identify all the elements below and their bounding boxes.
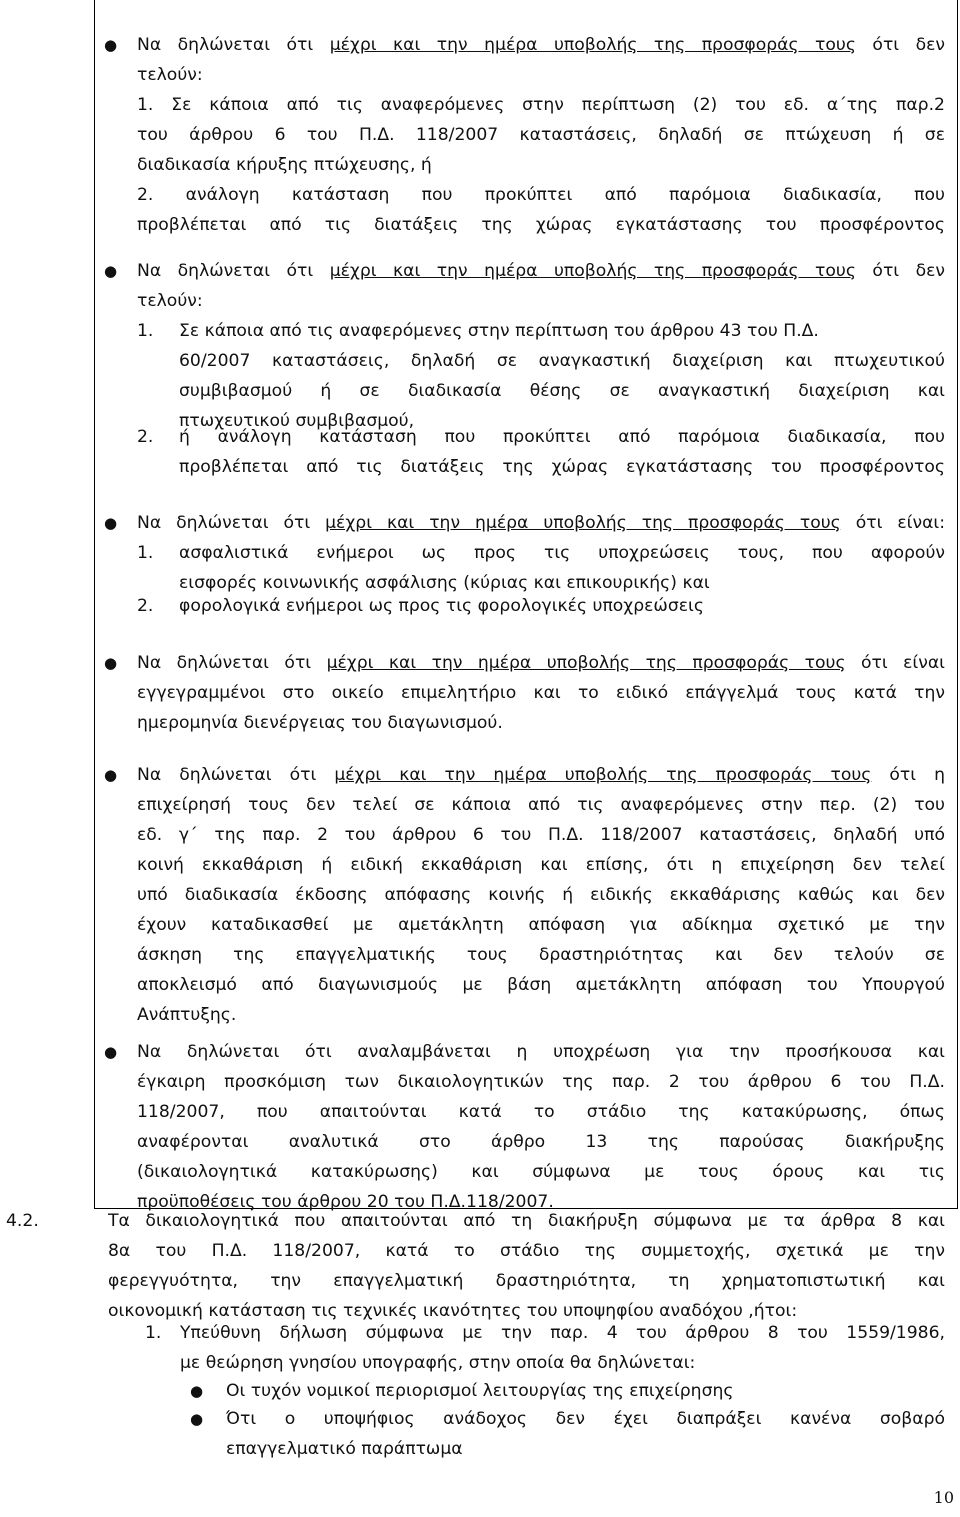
text-line: Να δηλώνεται ότι μέχρι και την ημέρα υποβολής της προσφοράς τους ότι δεν (137, 35, 945, 55)
text-line: προϋποθέσεις του άρθρου 20 του Π.Δ.118/2007. (137, 1192, 554, 1212)
text-line: φερεγγυότητα, την επαγγελματική δραστηριότητα, τη χρηματοπιστωτική και (108, 1271, 945, 1291)
bullet-item (137, 30, 945, 240)
bullet-item (137, 648, 945, 738)
text-line: έχουν καταδικασθεί με αμετάκλητη απόφαση για αδίκημα σχετικό με την (137, 915, 945, 935)
text-line: αναφέρονται αναλυτικά στο άρθρο 13 της παρούσας διακήρυξης (137, 1132, 945, 1152)
text-line: φορολογικά ενήμεροι ως προς τις φορολογικές υποχρεώσεις (179, 596, 704, 616)
text-line: Υπεύθυνη δήλωση σύμφωνα με την παρ. 4 του άρθρου 8 του 1559/1986, (180, 1323, 945, 1343)
bullet-icon: ● (104, 1043, 118, 1061)
list-item (179, 316, 945, 436)
text-line: Να δηλώνεται ότι μέχρι και την ημέρα υποβολής της προσφοράς τους ότι η (137, 765, 945, 785)
text-line: έγκαιρη προσκόμιση των δικαιολογητικών της παρ. 2 του άρθρου 6 του Π.Δ. (137, 1072, 945, 1092)
bullet-item (137, 508, 945, 538)
text-line: 8α του Π.Δ. 118/2007, κατά το στάδιο της συμμετοχής, σχετικά με την (108, 1241, 945, 1261)
text-line: εισφορές κοινωνικής ασφάλισης (κύριας και επικουρικής) και (179, 573, 710, 593)
text-line: Οι τυχόν νομικοί περιορισμοί λειτουργίας της επιχείρησης (226, 1381, 734, 1401)
text-line: εγγεγραμμένοι στο οικείο επιμελητήριο και το ειδικό επάγγελμά τους κατά την (137, 683, 945, 703)
text-line: Να δηλώνεται ότι μέχρι και την ημέρα υποβολής της προσφοράς τους ότι δεν (137, 261, 945, 281)
list-item (179, 591, 945, 621)
sub-bullet-item (226, 1376, 945, 1406)
text-line: κοινή εκκαθάριση ή ειδική εκκαθάριση και επίσης, ότι η επιχείρηση δεν τελεί (137, 855, 945, 875)
text-line: ασφαλιστικά ενήμεροι ως προς τις υποχρεώσεις τους, που αφορούν (179, 543, 945, 563)
text-line: οικονομική κατάσταση τις τεχνικές ικανότητες του υποψηφίου αναδόχου ,ήτοι: (108, 1301, 798, 1321)
text-line: επιχείρησή τους δεν τελεί σε κάποια από τις αναφερόμενες στην περ. (2) του (137, 795, 945, 815)
text-line: Να δηλώνεται ότι αναλαμβάνεται η υποχρέωση για την προσήκουσα και (137, 1042, 945, 1062)
list-number: 1. (145, 1323, 162, 1343)
list-item (179, 422, 945, 482)
section-paragraph (108, 1206, 945, 1326)
text-line: προβλέπεται από τις διατάξεις της χώρας εγκατάστασης του προσφέροντος (137, 215, 945, 235)
text-line: 1. Σε κάποια από τις αναφερόμενες στην περίπτωση (2) του εδ. α΄της παρ.2 (137, 95, 945, 115)
bullet-icon: ● (190, 1410, 204, 1428)
section-number: 4.2. (6, 1211, 39, 1231)
text-line: με θεώρηση γνησίου υπογραφής, στην οποία θα δηλώνεται: (180, 1353, 696, 1373)
text-line: Τα δικαιολογητικά που απαιτούνται από τη διακήρυξη σύμφωνα με τα άρθρα 8 και (108, 1211, 945, 1231)
text-line: διαδικασία κήρυξης πτώχευσης, ή (137, 155, 432, 175)
bullet-item (137, 256, 945, 316)
text-line: 60/2007 καταστάσεις, δηλαδή σε αναγκαστική διαχείριση και πτωχευτικού (179, 351, 945, 371)
text-line: Ανάπτυξης. (137, 1005, 237, 1025)
list-item (180, 1318, 945, 1378)
list-number: 2. (137, 596, 154, 616)
text-line: του άρθρου 6 του Π.Δ. 118/2007 καταστάσεις, δηλαδή σε πτώχευση ή σε (137, 125, 945, 145)
text-line: αποκλεισμό από διαγωνισμούς με βάση αμετάκλητη απόφαση του Υπουργού (137, 975, 945, 995)
list-item (179, 538, 945, 598)
text-line: Σε κάποια από τις αναφερόμενες στην περίπτωση του άρθρου 43 του Π.Δ. (179, 321, 819, 341)
bullet-icon: ● (104, 766, 118, 784)
text-line: άσκηση της επαγγελματικής τους δραστηριότητας και δεν τελούν σε (137, 945, 945, 965)
list-number: 1. (137, 543, 154, 563)
bullet-item (137, 1037, 945, 1217)
text-line: εδ. γ΄ της παρ. 2 του άρθρου 6 του Π.Δ. 118/2007 καταστάσεις, δηλαδή υπό (137, 825, 945, 845)
text-line: συμβιβασμού ή σε διαδικασία θέσης σε αναγκαστική διαχείριση και (179, 381, 945, 401)
text-line: τελούν: (137, 65, 203, 85)
text-line: 118/2007, που απαιτούνται κατά το στάδιο της κατακύρωσης, όπως (137, 1102, 945, 1122)
text-line: υπό διαδικασία έκδοσης απόφασης κοινής ή ειδικής εκκαθάρισης καθώς και δεν (137, 885, 945, 905)
text-line: Να δηλώνεται ότι μέχρι και την ημέρα υποβολής της προσφοράς τους ότι είναι (137, 653, 945, 673)
sub-bullet-item (226, 1404, 945, 1464)
bullet-item (137, 760, 945, 1030)
text-line: πτωχευτικού συμβιβασμού, (179, 411, 415, 431)
bullet-icon: ● (104, 654, 118, 672)
text-line: ημερομηνία διενέργειας του διαγωνισμού. (137, 713, 503, 733)
bullet-icon: ● (104, 514, 118, 532)
list-number: 1. (137, 321, 154, 341)
text-line: (δικαιολογητικά κατακύρωσης) και σύμφωνα με τους όρους και τις (137, 1162, 945, 1182)
text-line: ή ανάλογη κατάσταση που προκύπτει από παρόμοια διαδικασία, που (179, 427, 945, 447)
page-number: 10 (933, 1488, 954, 1507)
text-line: Ότι ο υποψήφιος ανάδοχος δεν έχει διαπράξει κανένα σοβαρό (226, 1409, 945, 1429)
text-line: προβλέπεται από τις διατάξεις της χώρας εγκατάστασης του προσφέροντος (179, 457, 945, 477)
text-line: επαγγελματικό παράπτωμα (226, 1439, 463, 1459)
text-line: Να δηλώνεται ότι μέχρι και την ημέρα υποβολής της προσφοράς τους ότι είναι: (137, 513, 945, 533)
text-line: 2. ανάλογη κατάσταση που προκύπτει από παρόμοια διαδικασία, που (137, 185, 945, 205)
text-line: τελούν: (137, 291, 203, 311)
list-number: 2. (137, 427, 154, 447)
bullet-icon: ● (190, 1382, 204, 1400)
bullet-icon: ● (104, 262, 118, 280)
bullet-icon: ● (104, 36, 118, 54)
